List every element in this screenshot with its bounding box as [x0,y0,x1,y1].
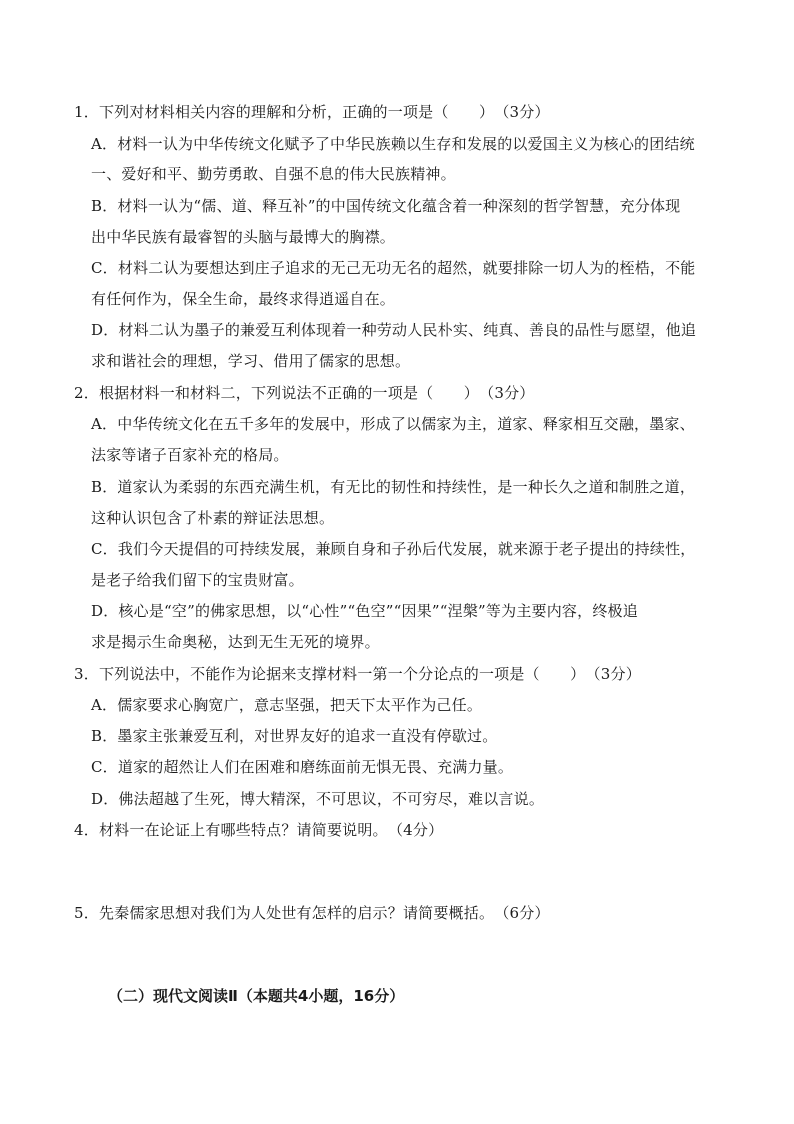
question-3-option-d: D．佛法超越了生死，博大精深，不可思议，不可穷尽，难以言说。 [91,790,545,808]
question-1-option-b: B．材料一认为“儒、道、释互补”的中国传统文化蕴含着一种深刻的哲学智慧，充分体现 [91,197,681,215]
question-1-option-a: A．材料一认为中华传统文化赋予了中华民族赖以生存和发展的以爱国主义为核心的团结统 [91,135,695,153]
question-1-option-c: C．材料二认为要想达到庄子追求的无己无功无名的超然，就要排除一切人为的桎梏，不能 [91,259,696,277]
question-1-stem: 1．下列对材料相关内容的理解和分析，正确的一项是（ ） （3分） [74,103,550,121]
question-2-option-d-cont: 求是揭示生命奥秘，达到无生无死的境界。 [91,633,380,651]
question-2-option-c: C．我们今天提倡的可持续发展，兼顾自身和子孙后代发展，就来源于老子提出的持续性， [91,540,696,558]
question-2-option-b: B．道家认为柔弱的东西充满生机，有无比的韧性和持续性，是一种长久之道和制胜之道， [91,478,696,496]
question-3-option-a: A．儒家要求心胸宽广，意志坚强，把天下太平作为己任。 [91,696,483,714]
question-2-stem: 2．根据材料一和材料二，下列说法不正确的一项是（ ） （3分） [74,384,535,402]
question-5-stem: 5．先秦儒家思想对我们为人处世有怎样的启示？请简要概括。 （6分） [74,904,550,922]
question-3-option-c: C．道家的超然让人们在困难和磨练面前无惧无畏、充满力量。 [91,758,514,776]
question-4-stem: 4．材料一在论证上有哪些特点？请简要说明。 （4分） [74,821,444,839]
question-1-option-a-cont: 一、爱好和平、勤劳勇敢、自强不息的伟大民族精神。 [91,165,456,183]
question-3-stem: 3．下列说法中，不能作为论据来支撑材料一第一个分论点的一项是（ ） （3分） [74,665,641,683]
question-2-option-a-cont: 法家等诸子百家补充的格局。 [91,446,289,464]
question-2-option-d: D．核心是“空”的佛家思想，以“心性”“色空”“因果”“涅槃”等为主要内容，终极追 [91,602,638,620]
section-heading: （二）现代文阅读Ⅱ（本题共4小题，16分） [108,987,405,1005]
question-1-option-d-cont: 求和谐社会的理想，学习、借用了儒家的思想。 [91,352,411,370]
question-1-option-d: D．材料二认为墨子的兼爱互利体现着一种劳动人民朴实、纯真、善良的品性与愿望，他追 [91,321,697,339]
question-2-option-b-cont: 这种认识包含了朴素的辩证法思想。 [91,509,335,527]
question-1-option-c-cont: 有任何作为，保全生命，最终求得逍遥自在。 [91,290,396,308]
question-1-option-b-cont: 出中华民族有最睿智的头脑与最博大的胸襟。 [91,228,396,246]
question-3-option-b: B．墨家主张兼爱互利，对世界友好的追求一直没有停歇过。 [91,727,498,745]
question-2-option-a: A．中华传统文化在五千多年的发展中，形成了以儒家为主，道家、释家相互交融，墨家、 [91,415,695,433]
question-2-option-c-cont: 是老子给我们留下的宝贵财富。 [91,571,304,589]
